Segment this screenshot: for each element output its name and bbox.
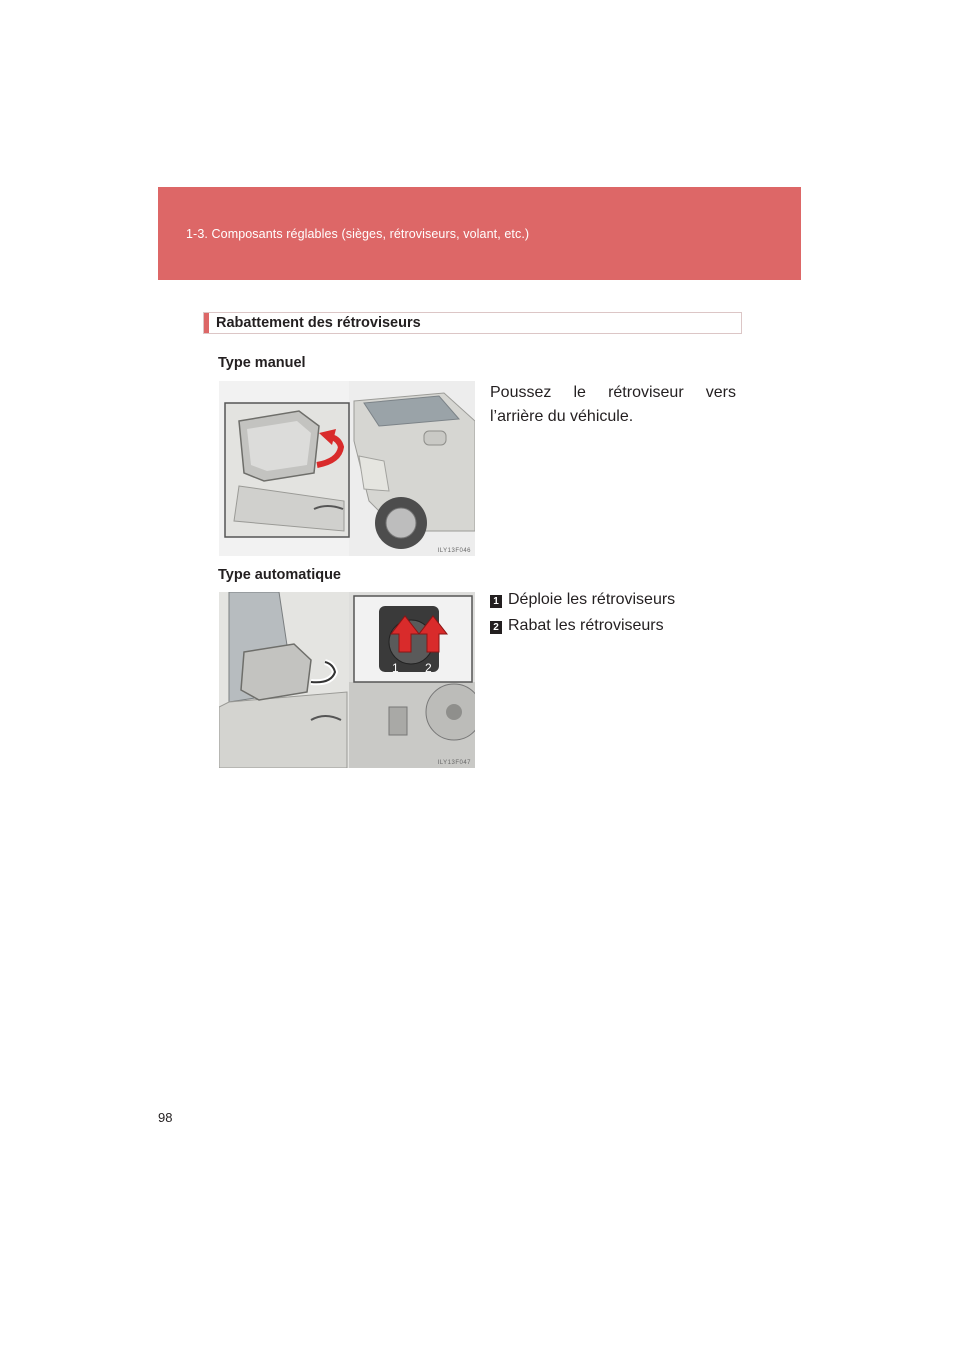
automatic-mirror-drawing (219, 592, 475, 768)
chapter-title: 1-3. Composants réglables (sièges, rétroviseurs, volant, etc.) (186, 227, 530, 241)
section-heading-box (203, 312, 742, 334)
manual-mirror-drawing (219, 381, 475, 556)
step-number-badge: 2 (490, 621, 502, 634)
switch-label-1: 1 (392, 661, 399, 675)
chapter-header (158, 187, 801, 280)
section-title: Rabattement des rétroviseurs (216, 315, 421, 331)
manual-figure-code: ILY13F046 (437, 548, 471, 554)
manual-instruction-line-1: Poussez le rétroviseur vers (490, 384, 736, 401)
manual-instruction-line-2: l’arrière du véhicule. (490, 408, 634, 425)
switch-label-2: 2 (425, 661, 432, 675)
manual-fold-illustration (219, 381, 475, 556)
step-text: Rabat les rétroviseurs (508, 617, 664, 634)
automatic-fold-illustration (219, 592, 475, 768)
automatic-figure-code: ILY13F047 (437, 760, 471, 766)
page-number: 98 (158, 1110, 173, 1125)
section-accent-bar (204, 313, 209, 333)
step-text: Déploie les rétroviseurs (508, 591, 676, 608)
step-number-badge: 1 (490, 595, 502, 608)
manual-type-heading: Type manuel (218, 355, 306, 371)
automatic-type-heading: Type automatique (218, 567, 341, 583)
